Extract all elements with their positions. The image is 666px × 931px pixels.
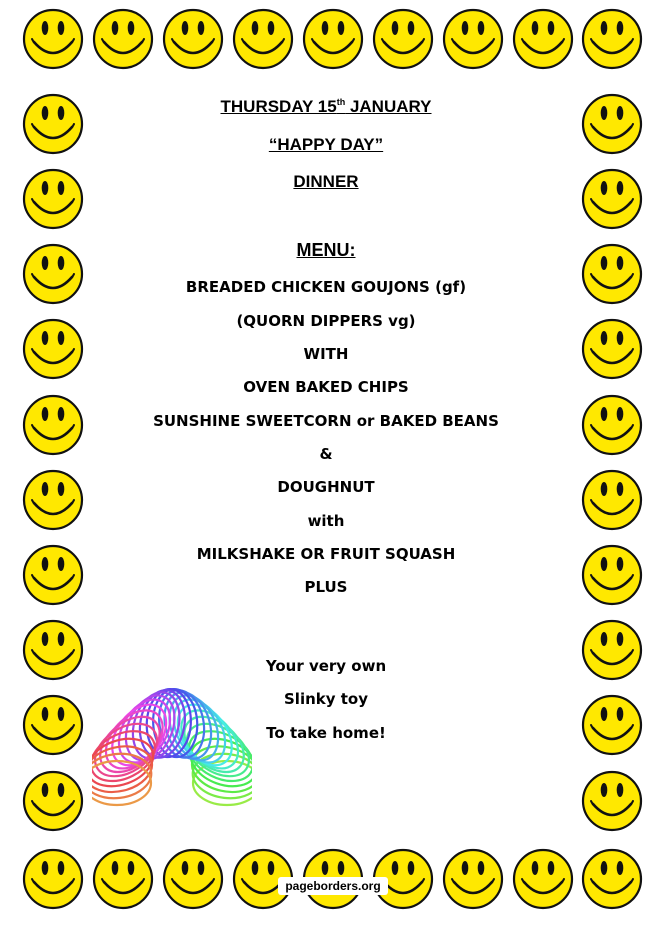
- smiley-face-icon: [583, 850, 641, 908]
- smiley-face-icon: [24, 10, 82, 68]
- smiley-face-icon: [24, 170, 82, 228]
- date-heading: [90, 97, 562, 117]
- smiley-face-icon: [444, 850, 502, 908]
- menu-item: WITH: [303, 345, 349, 363]
- smiley-face-icon: [164, 850, 222, 908]
- rainbow-slinky-icon: [92, 673, 252, 833]
- menu-item: DOUGHNUT: [277, 478, 375, 496]
- date-ordinal: th: [336, 97, 346, 107]
- date-day: THURSDAY 15: [220, 97, 337, 116]
- smiley-face-icon: [583, 95, 641, 153]
- smiley-face-icon: [374, 10, 432, 68]
- watermark-label: pageborders.org: [278, 877, 388, 895]
- menu-title: MENU:: [296, 240, 356, 260]
- menu-item: PLUS: [304, 578, 348, 596]
- date-month: JANUARY: [345, 97, 432, 116]
- menu-item: SUNSHINE SWEETCORN or BAKED BEANS: [153, 412, 499, 430]
- smiley-face-icon: [514, 850, 572, 908]
- smiley-face-icon: [444, 10, 502, 68]
- smiley-face-icon: [583, 772, 641, 830]
- smiley-face-icon: [94, 10, 152, 68]
- bonus-line: Your very own: [265, 657, 387, 675]
- smiley-face-icon: [24, 95, 82, 153]
- bonus-line: To take home!: [266, 724, 386, 742]
- menu-item: (QUORN DIPPERS vg): [236, 312, 416, 330]
- theme-heading: “HAPPY DAY”: [268, 135, 384, 154]
- smiley-face-icon: [514, 10, 572, 68]
- menu-item: OVEN BAKED CHIPS: [243, 378, 409, 396]
- smiley-face-icon: [94, 850, 152, 908]
- smiley-face-icon: [164, 10, 222, 68]
- meal-heading: DINNER: [293, 172, 359, 191]
- smiley-face-icon: [583, 10, 641, 68]
- menu-item: MILKSHAKE OR FRUIT SQUASH: [196, 545, 456, 563]
- menu-item: BREADED CHICKEN GOUJONS (gf): [185, 278, 467, 296]
- bonus-line: Slinky toy: [284, 690, 368, 708]
- menu-item: &: [319, 445, 333, 463]
- smiley-face-icon: [583, 170, 641, 228]
- smiley-face-icon: [234, 10, 292, 68]
- smiley-face-icon: [24, 850, 82, 908]
- menu-item: with: [307, 512, 345, 530]
- smiley-face-icon: [304, 10, 362, 68]
- smiley-face-icon: [24, 772, 82, 830]
